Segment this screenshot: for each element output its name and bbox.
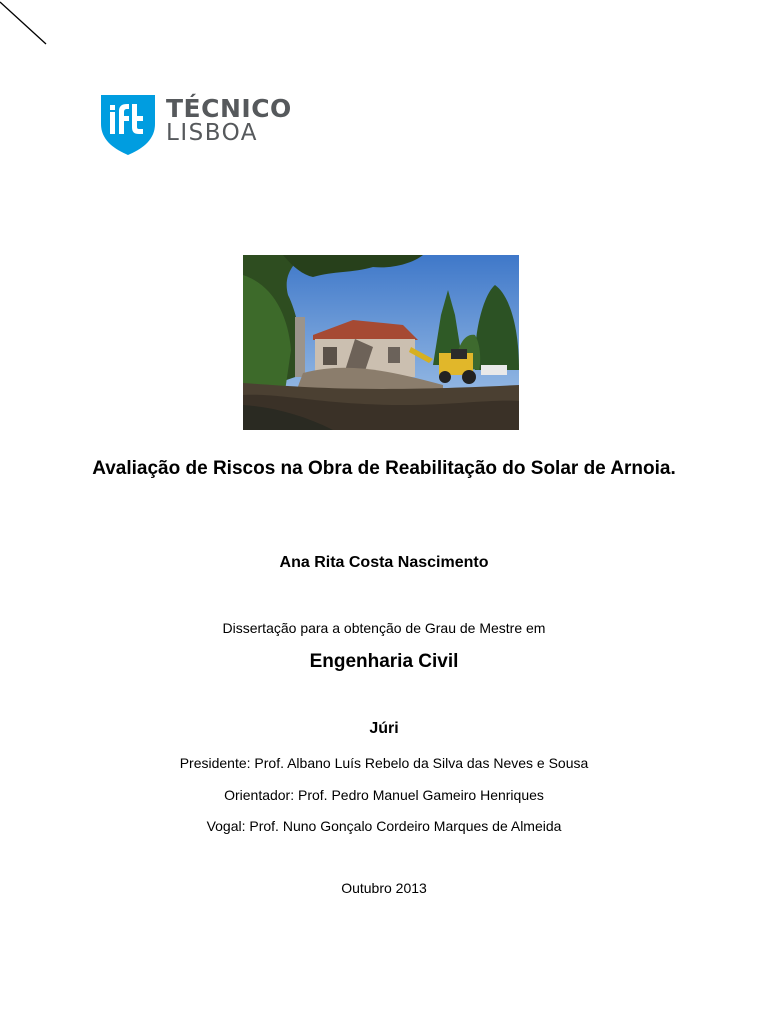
- tecnico-lisboa-logo: [100, 94, 292, 156]
- thesis-title: Avaliação de Riscos na Obra de Reabilitação do Solar de Arnoia.: [92, 458, 676, 479]
- author-name: Ana Rita Costa Nascimento: [279, 554, 489, 571]
- logo-line-lisboa: LISBOA: [166, 120, 259, 146]
- corner-crop-mark: [0, 0, 50, 46]
- jury-heading: Júri: [369, 720, 399, 737]
- cover-photo-demolished-house: [243, 255, 519, 430]
- jury-president: Presidente: Prof. Albano Luís Rebelo da Silva das Neves e Sousa: [179, 755, 589, 771]
- ist-shield-icon: [100, 94, 156, 156]
- logo-line-tecnico: TÉCNICO: [166, 94, 292, 123]
- jury-advisor: Orientador: Prof. Pedro Manuel Gameiro Henriques: [224, 787, 544, 803]
- submission-date: Outubro 2013: [341, 880, 427, 896]
- degree-name: Engenharia Civil: [309, 651, 459, 672]
- degree-purpose: Dissertação para a obtenção de Grau de Mestre em: [222, 620, 546, 636]
- jury-member: Vogal: Prof. Nuno Gonçalo Cordeiro Marques de Almeida: [206, 818, 562, 834]
